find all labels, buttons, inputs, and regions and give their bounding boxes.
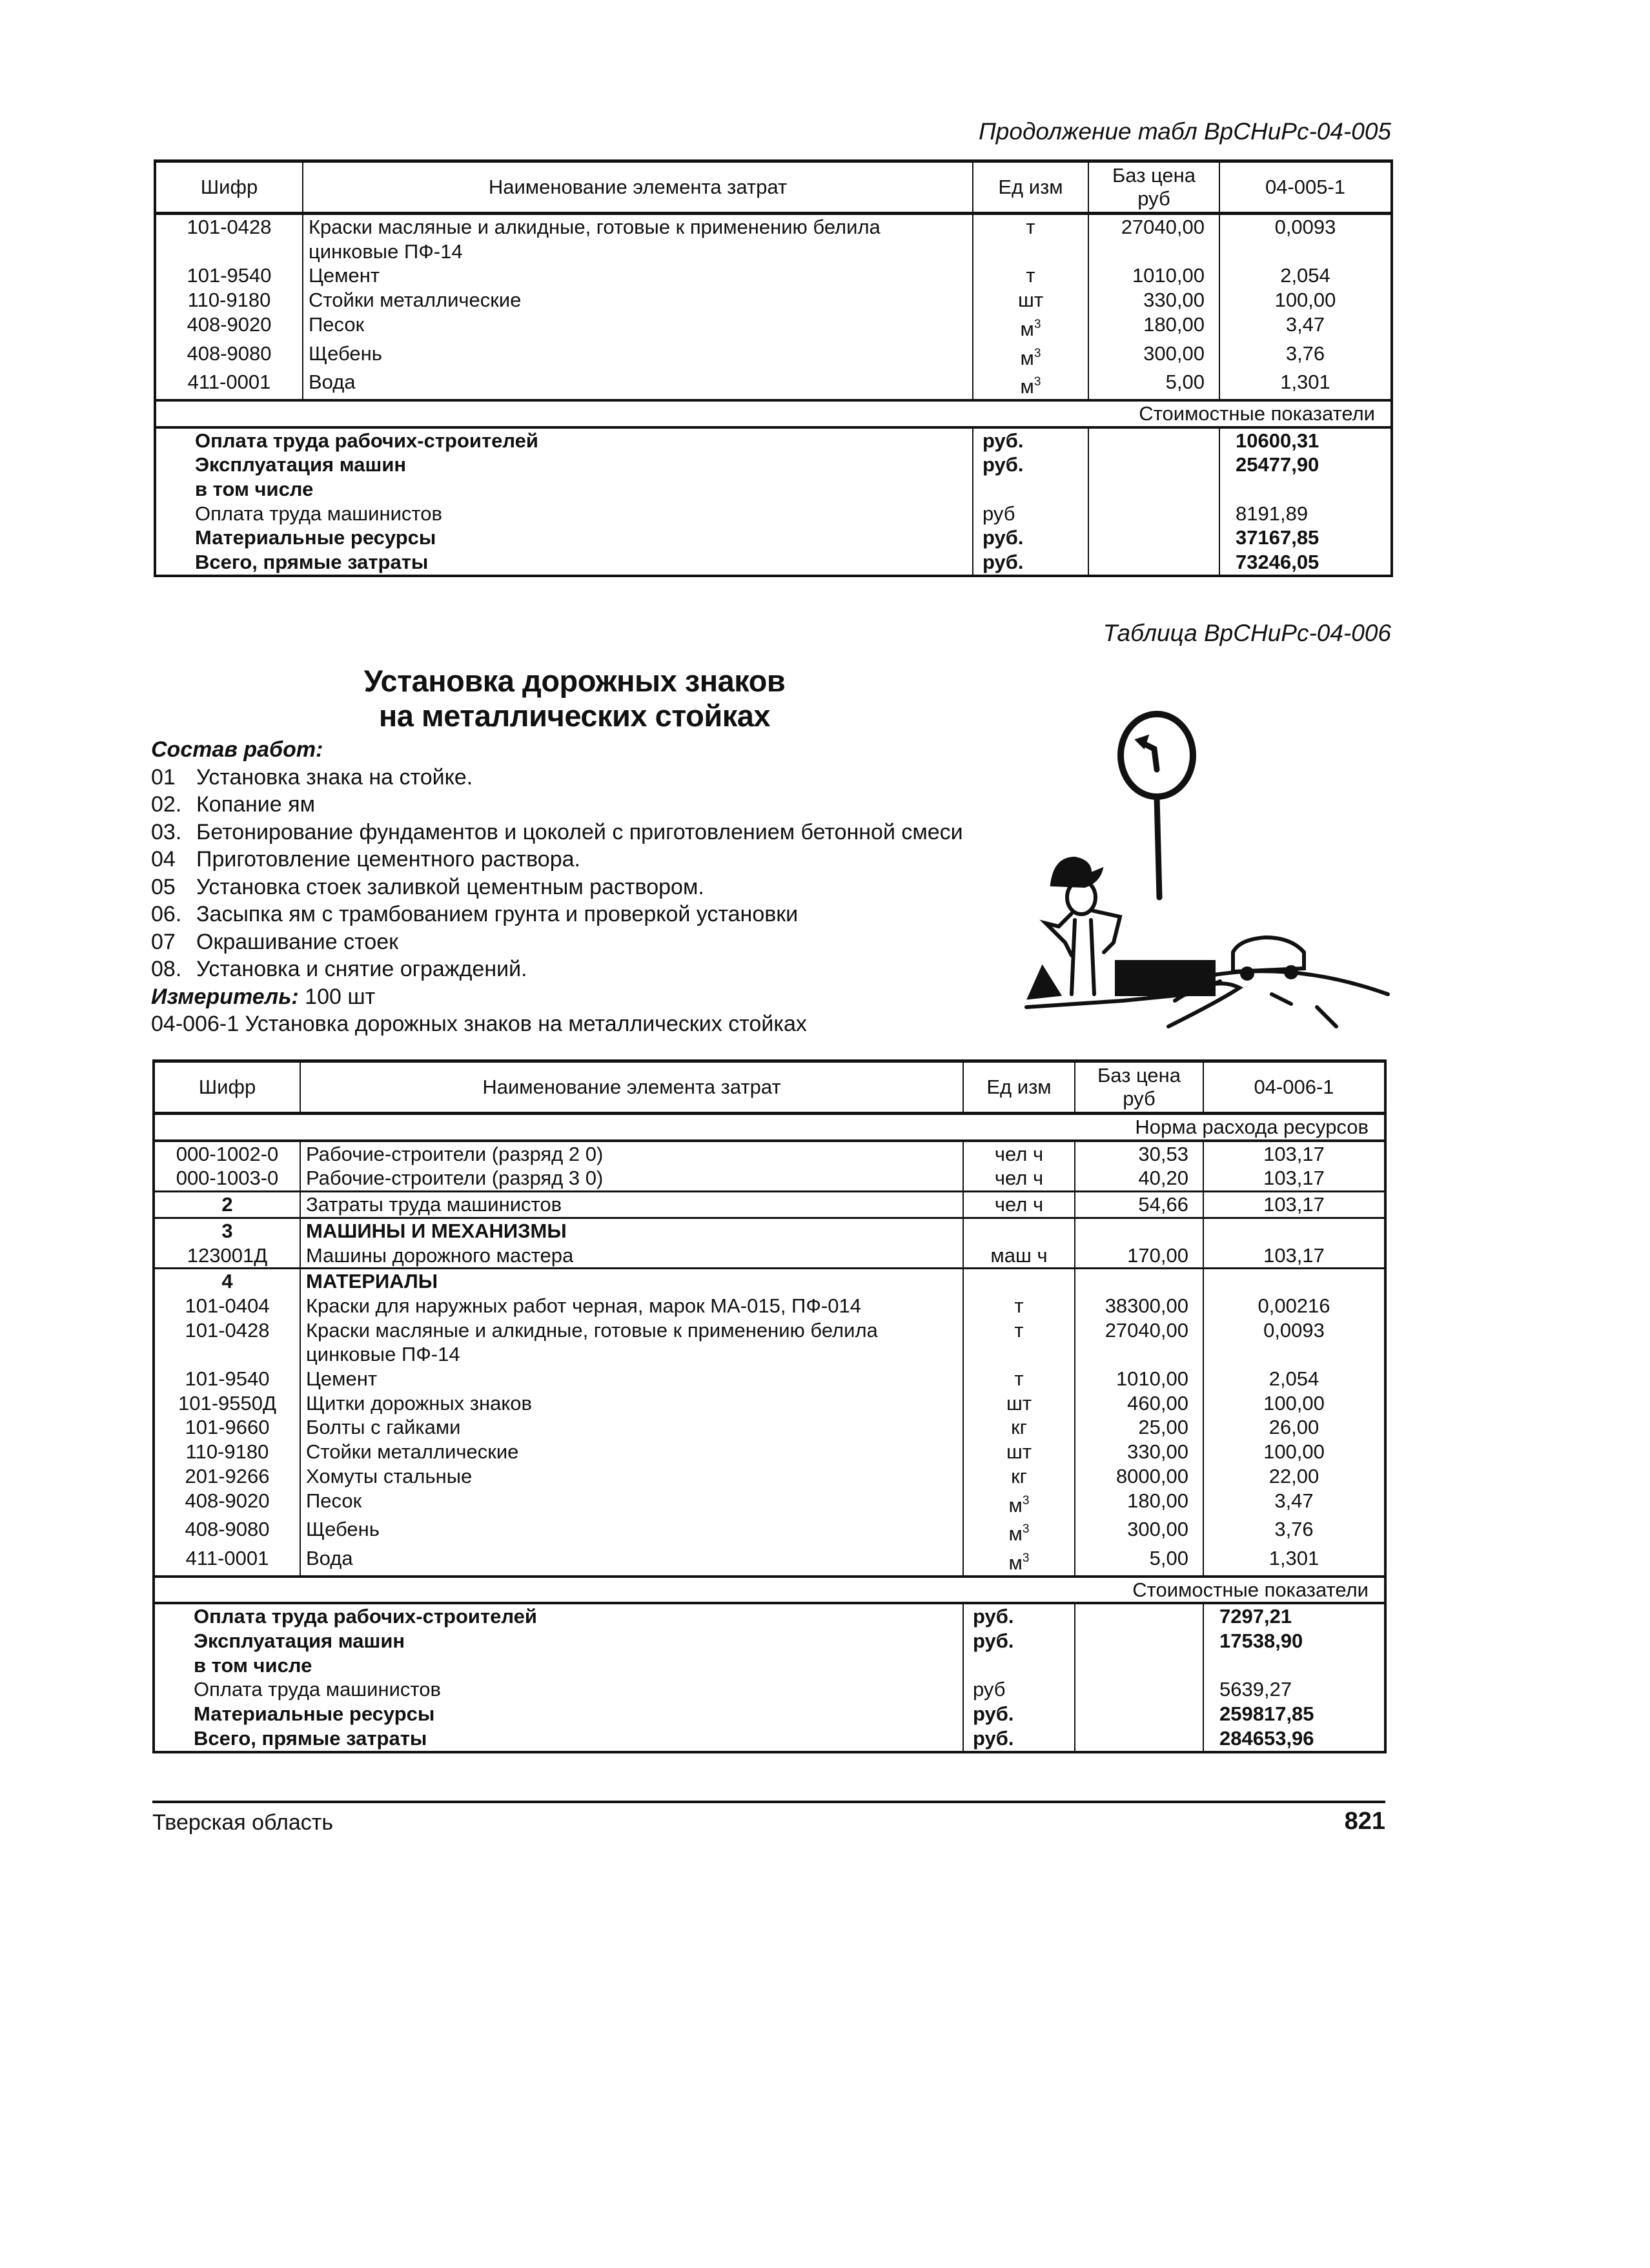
price-cell: 5,00 xyxy=(1088,370,1219,400)
table2-body xyxy=(154,1114,1385,1752)
norm-cell: 100,00 xyxy=(1219,288,1392,312)
table-row xyxy=(155,263,1392,288)
norm-cell: 100,00 xyxy=(1203,1391,1385,1416)
price-cell: 27040,00 xyxy=(1075,1318,1203,1343)
cost-unit: руб xyxy=(963,1677,1075,1702)
cost-name: Эксплуатация машин xyxy=(154,1629,963,1653)
cost-row xyxy=(155,526,1392,550)
work-item-text: Копание ям xyxy=(196,792,315,817)
cost-unit: руб. xyxy=(963,1629,1075,1653)
table-row xyxy=(154,1192,1385,1218)
work-item xyxy=(151,928,963,956)
header-name: Наименование элемента затрат xyxy=(303,161,973,214)
name-cell: Стойки металлические xyxy=(300,1440,963,1464)
norm-cell xyxy=(1203,1269,1385,1294)
table-row xyxy=(154,1546,1385,1577)
header-price xyxy=(1088,161,1219,214)
header-price-line2: руб xyxy=(1137,187,1170,210)
price-cell xyxy=(1075,1218,1203,1243)
price-cell: 170,00 xyxy=(1075,1243,1203,1269)
table2-header-row xyxy=(154,1061,1385,1114)
cost-value xyxy=(1219,477,1392,502)
work-item-text: Засыпка ям с трамбованием грунта и проверкой установки xyxy=(196,902,799,926)
name-cell: Рабочие-строители (разряд 3 0) xyxy=(300,1166,963,1191)
header-norm: 04-006-1 xyxy=(1203,1061,1385,1114)
unit-cell: чел ч xyxy=(963,1141,1075,1167)
unit-cell xyxy=(973,240,1088,264)
worker-figure-icon xyxy=(1030,859,1120,997)
name-cell: Краски масляные и алкидные, готовые к применению белила xyxy=(303,214,973,240)
table-row xyxy=(155,370,1392,400)
cost-unit xyxy=(963,1653,1075,1678)
header-price-line1: Баз цена xyxy=(1112,164,1196,187)
unit-superscript: 3 xyxy=(1022,1551,1030,1565)
meter-line xyxy=(151,983,963,1011)
code-cell: 110-9180 xyxy=(155,288,303,312)
table-row xyxy=(154,1464,1385,1489)
cost-value: 284653,96 xyxy=(1203,1726,1385,1752)
norm-cell: 3,76 xyxy=(1219,342,1392,371)
cost-row xyxy=(154,1702,1385,1726)
price-cell: 1010,00 xyxy=(1075,1367,1203,1391)
code-cell: 408-9020 xyxy=(154,1489,300,1518)
norm-cell: 26,00 xyxy=(1203,1415,1385,1440)
name-cell: Машины дорожного мастера xyxy=(300,1243,963,1269)
header-name: Наименование элемента затрат xyxy=(300,1061,963,1114)
code-cell: 101-0428 xyxy=(155,214,303,240)
price-cell: 300,00 xyxy=(1075,1517,1203,1546)
unit-superscript: 3 xyxy=(1034,317,1041,331)
header-price-line1: Баз цена xyxy=(1097,1064,1181,1087)
cost-unit xyxy=(973,477,1088,502)
name-cell: Щебень xyxy=(303,342,973,371)
code-cell: 408-9080 xyxy=(155,342,303,371)
name-cell: МАТЕРИАЛЫ xyxy=(300,1269,963,1294)
name-cell: Затраты труда машинистов xyxy=(300,1192,963,1218)
meter-label: Измеритель: xyxy=(151,984,299,1009)
cost-name: Оплата труда машинистов xyxy=(154,1677,963,1702)
code-cell: 110-9180 xyxy=(154,1440,300,1464)
unit-cell: кг xyxy=(963,1464,1075,1489)
work-item xyxy=(151,873,963,901)
name-cell: Вода xyxy=(300,1546,963,1577)
name-cell: Песок xyxy=(303,312,973,342)
cost-value: 7297,21 xyxy=(1203,1603,1385,1629)
work-item-text: Установка стоек заливкой цементным раствором. xyxy=(196,874,704,899)
cost-value: 37167,85 xyxy=(1219,526,1392,550)
work-item-number: 04 xyxy=(151,847,176,872)
work-item-number: 01 xyxy=(151,764,176,790)
name-cell: Цемент xyxy=(303,263,973,288)
section-band-row xyxy=(154,1577,1385,1604)
header-unit: Ед изм xyxy=(973,161,1088,214)
cost-row xyxy=(154,1726,1385,1752)
unit-cell: $м^3$ xyxy=(973,342,1088,371)
cost-row xyxy=(154,1629,1385,1653)
section-band-label: Стоимостные показатели xyxy=(154,1577,1385,1604)
table-row xyxy=(154,1342,1385,1367)
work-item-text: Окрашивание стоек xyxy=(196,929,399,954)
table-row xyxy=(154,1517,1385,1546)
cost-value: 5639,27 xyxy=(1203,1677,1385,1702)
unit-superscript: 3 xyxy=(1034,375,1041,389)
table1-body xyxy=(155,214,1392,576)
table-row xyxy=(155,214,1392,240)
norm-cell: 103,17 xyxy=(1203,1166,1385,1191)
price-cell: 54,66 xyxy=(1075,1192,1203,1218)
cost-name: Всего, прямые затраты xyxy=(154,1726,963,1752)
unit-cell: т xyxy=(963,1367,1075,1391)
price-cell xyxy=(1088,240,1219,264)
footer-region: Тверская область xyxy=(152,1810,334,1835)
table-row xyxy=(154,1489,1385,1518)
cost-empty xyxy=(1088,550,1219,576)
section-band-row xyxy=(154,1114,1385,1141)
code-cell: 101-9540 xyxy=(154,1367,300,1391)
cost-value: 25477,90 xyxy=(1219,453,1392,477)
unit-cell xyxy=(963,1218,1075,1243)
header-code: Шифр xyxy=(155,161,303,214)
name-cell: Вода xyxy=(303,370,973,400)
norm-cell: 103,17 xyxy=(1203,1141,1385,1167)
unit-cell: маш ч xyxy=(963,1243,1075,1269)
unit-cell: чел ч xyxy=(963,1166,1075,1191)
norm-cell xyxy=(1203,1342,1385,1367)
cost-row xyxy=(154,1677,1385,1702)
price-cell: 25,00 xyxy=(1075,1415,1203,1440)
unit-superscript: 3 xyxy=(1022,1522,1030,1537)
table-row xyxy=(154,1440,1385,1464)
page-number: 821 xyxy=(1344,1808,1385,1835)
price-cell: 300,00 xyxy=(1088,342,1219,371)
worker-road-sign-illustration xyxy=(1007,697,1407,1046)
subtitle: 04-006-1 Установка дорожных знаков на металлических стойках xyxy=(151,1012,807,1036)
unit-cell: чел ч xyxy=(963,1192,1075,1218)
code-cell: 408-9020 xyxy=(155,312,303,342)
cost-empty xyxy=(1075,1677,1203,1702)
unit-cell: т xyxy=(973,214,1088,240)
work-item-number: 02. xyxy=(151,792,182,817)
work-label: Состав работ: xyxy=(151,737,323,762)
table-row xyxy=(154,1269,1385,1294)
cost-unit: руб. xyxy=(963,1726,1075,1752)
code-cell: 201-9266 xyxy=(154,1464,300,1489)
cost-value: 17538,90 xyxy=(1203,1629,1385,1653)
unit-cell: $м^3$ xyxy=(963,1517,1075,1546)
price-cell: 460,00 xyxy=(1075,1391,1203,1416)
name-cell: Рабочие-строители (разряд 2 0) xyxy=(300,1141,963,1167)
price-cell: 38300,00 xyxy=(1075,1294,1203,1318)
unit-cell xyxy=(963,1269,1075,1294)
cost-name: в том числе xyxy=(154,1653,963,1678)
norm-cell xyxy=(1219,240,1392,264)
name-cell: Цемент xyxy=(300,1367,963,1391)
cost-empty xyxy=(1088,427,1219,453)
cost-empty xyxy=(1088,502,1219,526)
cost-row xyxy=(155,427,1392,453)
unit-superscript: 3 xyxy=(1022,1493,1030,1507)
cost-empty xyxy=(1088,453,1219,477)
cost-unit: руб. xyxy=(963,1702,1075,1726)
table-row xyxy=(154,1166,1385,1191)
cost-unit: руб xyxy=(973,502,1088,526)
unit-cell: $м^3$ xyxy=(973,370,1088,400)
cost-empty xyxy=(1075,1653,1203,1678)
work-item-number: 08. xyxy=(151,957,182,981)
cost-name: Оплата труда рабочих-строителей xyxy=(155,427,973,453)
footer-divider xyxy=(152,1801,1385,1803)
section-band-label: Норма расхода ресурсов xyxy=(154,1114,1385,1141)
header-price-line2: руб xyxy=(1123,1087,1156,1110)
price-cell: 1010,00 xyxy=(1088,263,1219,288)
table1-header-row xyxy=(155,161,1392,214)
norm-cell: 22,00 xyxy=(1203,1464,1385,1489)
cost-row xyxy=(155,502,1392,526)
cost-row xyxy=(155,453,1392,477)
unit-cell: $м^3$ xyxy=(973,312,1088,342)
cost-unit: руб. xyxy=(973,427,1088,453)
unit-cell: шт xyxy=(963,1391,1075,1416)
price-cell: 5,00 xyxy=(1075,1546,1203,1577)
work-list xyxy=(151,764,963,983)
header-price xyxy=(1075,1061,1203,1114)
code-cell: 3 xyxy=(154,1218,300,1243)
name-cell: Песок xyxy=(300,1489,963,1518)
norm-cell: 103,17 xyxy=(1203,1192,1385,1218)
cost-name: Материальные ресурсы xyxy=(154,1702,963,1726)
work-item-number: 05 xyxy=(151,874,176,899)
cost-empty xyxy=(1075,1702,1203,1726)
work-item xyxy=(151,901,963,928)
header-code: Шифр xyxy=(154,1061,300,1114)
norm-cell: 3,47 xyxy=(1219,312,1392,342)
work-item-number: 03. xyxy=(151,819,182,844)
norm-cell: 0,00216 xyxy=(1203,1294,1385,1318)
work-item-text: Бетонирование фундаментов и цоколей с приготовлением бетонной смеси xyxy=(196,819,963,844)
norm-cell xyxy=(1203,1218,1385,1243)
table2 xyxy=(152,1059,1387,1753)
cost-value xyxy=(1203,1653,1385,1678)
cost-value: 259817,85 xyxy=(1203,1702,1385,1726)
table-row xyxy=(154,1415,1385,1440)
meter-value: 100 шт xyxy=(298,984,376,1009)
unit-superscript: 3 xyxy=(1034,346,1041,360)
code-cell: 2 xyxy=(154,1192,300,1218)
cost-unit: руб. xyxy=(973,550,1088,576)
code-cell: 000-1003-0 xyxy=(154,1166,300,1191)
unit-cell: т xyxy=(973,263,1088,288)
norm-cell: 2,054 xyxy=(1219,263,1392,288)
price-cell: 30,53 xyxy=(1075,1141,1203,1167)
code-cell: 4 xyxy=(154,1269,300,1294)
norm-cell: 1,301 xyxy=(1203,1546,1385,1577)
name-cell: Краски масляные и алкидные, готовые к применению белила xyxy=(300,1318,963,1343)
work-item xyxy=(151,819,963,846)
cost-empty xyxy=(1075,1603,1203,1629)
work-item-text: Установка и снятие ограждений. xyxy=(196,957,527,981)
header-unit: Ед изм xyxy=(963,1061,1075,1114)
code-cell: 411-0001 xyxy=(154,1546,300,1577)
cost-name: Оплата труда рабочих-строителей xyxy=(154,1603,963,1629)
name-cell: Щебень xyxy=(300,1517,963,1546)
unit-cell: шт xyxy=(963,1440,1075,1464)
price-cell xyxy=(1075,1269,1203,1294)
section-band-label: Стоимостные показатели xyxy=(155,400,1392,427)
table-row xyxy=(154,1367,1385,1391)
table-row xyxy=(155,312,1392,342)
table-row xyxy=(154,1243,1385,1269)
cost-value: 8191,89 xyxy=(1219,502,1392,526)
work-item xyxy=(151,791,963,819)
unit-cell: т xyxy=(963,1318,1075,1343)
price-cell: 330,00 xyxy=(1088,288,1219,312)
work-composition xyxy=(151,736,963,1038)
ground-and-road-icon xyxy=(1026,962,1388,1046)
norm-cell: 0,0093 xyxy=(1219,214,1392,240)
work-item xyxy=(151,764,963,792)
price-cell: 27040,00 xyxy=(1088,214,1219,240)
table1-caption: Продолжение табл ВрСНиРс-04-005 xyxy=(979,118,1391,145)
section-title xyxy=(284,664,865,733)
cost-row xyxy=(155,550,1392,576)
work-item-text: Установка знака на стойке. xyxy=(196,764,473,790)
table2-caption: Таблица ВрСНиРс-04-006 xyxy=(1103,620,1391,646)
unit-cell: $м^3$ xyxy=(963,1546,1075,1577)
code-cell: 101-9550Д xyxy=(154,1391,300,1416)
code-cell: 101-0428 xyxy=(154,1318,300,1343)
table-row xyxy=(154,1218,1385,1243)
price-cell: 180,00 xyxy=(1075,1489,1203,1518)
cost-value: 10600,31 xyxy=(1219,427,1392,453)
price-cell xyxy=(1075,1342,1203,1367)
work-item xyxy=(151,955,963,983)
table-row xyxy=(154,1141,1385,1167)
price-cell: 40,20 xyxy=(1075,1166,1203,1191)
table-row xyxy=(155,342,1392,371)
unit-cell: кг xyxy=(963,1415,1075,1440)
norm-cell: 100,00 xyxy=(1203,1440,1385,1464)
table-row xyxy=(155,288,1392,312)
cost-value: 73246,05 xyxy=(1219,550,1392,576)
cost-unit: руб. xyxy=(973,526,1088,550)
section-title-line1: Установка дорожных знаков xyxy=(363,664,786,698)
road-sign-icon xyxy=(1121,714,1193,897)
cost-row xyxy=(155,477,1392,502)
code-cell: 123001Д xyxy=(154,1243,300,1269)
price-cell: 8000,00 xyxy=(1075,1464,1203,1489)
code-cell: 000-1002-0 xyxy=(154,1141,300,1167)
cost-empty xyxy=(1088,477,1219,502)
unit-cell xyxy=(963,1342,1075,1367)
norm-cell: 3,76 xyxy=(1203,1517,1385,1546)
cost-unit: руб. xyxy=(963,1603,1075,1629)
name-cell: Стойки металлические xyxy=(303,288,973,312)
work-item-number: 06. xyxy=(151,902,182,926)
name-cell: МАШИНЫ И МЕХАНИЗМЫ xyxy=(300,1218,963,1243)
work-item-number: 07 xyxy=(151,929,176,954)
name-cell: Хомуты стальные xyxy=(300,1464,963,1489)
cost-name: в том числе xyxy=(155,477,973,502)
work-item-text: Приготовление цементного раствора. xyxy=(196,847,580,872)
cost-name: Всего, прямые затраты xyxy=(155,550,973,576)
header-norm: 04-005-1 xyxy=(1219,161,1392,214)
name-cell: цинковые ПФ-14 xyxy=(303,240,973,264)
cost-row xyxy=(154,1603,1385,1629)
cost-empty xyxy=(1088,526,1219,550)
table1 xyxy=(154,159,1393,577)
section-band-row xyxy=(155,400,1392,427)
code-cell: 101-9660 xyxy=(154,1415,300,1440)
work-item xyxy=(151,846,963,873)
code-cell: 101-9540 xyxy=(155,263,303,288)
norm-cell: 2,054 xyxy=(1203,1367,1385,1391)
table-row xyxy=(154,1294,1385,1318)
cost-empty xyxy=(1075,1726,1203,1752)
code-cell: 411-0001 xyxy=(155,370,303,400)
norm-cell: 3,47 xyxy=(1203,1489,1385,1518)
table-row xyxy=(154,1318,1385,1343)
table-row xyxy=(155,240,1392,264)
cost-unit: руб. xyxy=(973,453,1088,477)
cost-empty xyxy=(1075,1629,1203,1653)
name-cell: Щитки дорожных знаков xyxy=(300,1391,963,1416)
cost-name: Оплата труда машинистов xyxy=(155,502,973,526)
unit-cell: т xyxy=(963,1294,1075,1318)
name-cell: Краски для наружных работ черная, марок МА-015, ПФ-014 xyxy=(300,1294,963,1318)
code-cell xyxy=(155,240,303,264)
norm-cell: 103,17 xyxy=(1203,1243,1385,1269)
table-row xyxy=(154,1391,1385,1416)
price-cell: 180,00 xyxy=(1088,312,1219,342)
unit-cell: шт xyxy=(973,288,1088,312)
code-cell xyxy=(154,1342,300,1367)
cost-row xyxy=(154,1653,1385,1678)
code-cell: 101-0404 xyxy=(154,1294,300,1318)
price-cell: 330,00 xyxy=(1075,1440,1203,1464)
cost-name: Материальные ресурсы xyxy=(155,526,973,550)
norm-cell: 0,0093 xyxy=(1203,1318,1385,1343)
name-cell: Болты с гайками xyxy=(300,1415,963,1440)
name-cell: цинковые ПФ-14 xyxy=(300,1342,963,1367)
section-title-line2: на металлических стойках xyxy=(378,699,771,733)
unit-cell: $м^3$ xyxy=(963,1489,1075,1518)
norm-cell: 1,301 xyxy=(1219,370,1392,400)
cost-name: Эксплуатация машин xyxy=(155,453,973,477)
code-cell: 408-9080 xyxy=(154,1517,300,1546)
